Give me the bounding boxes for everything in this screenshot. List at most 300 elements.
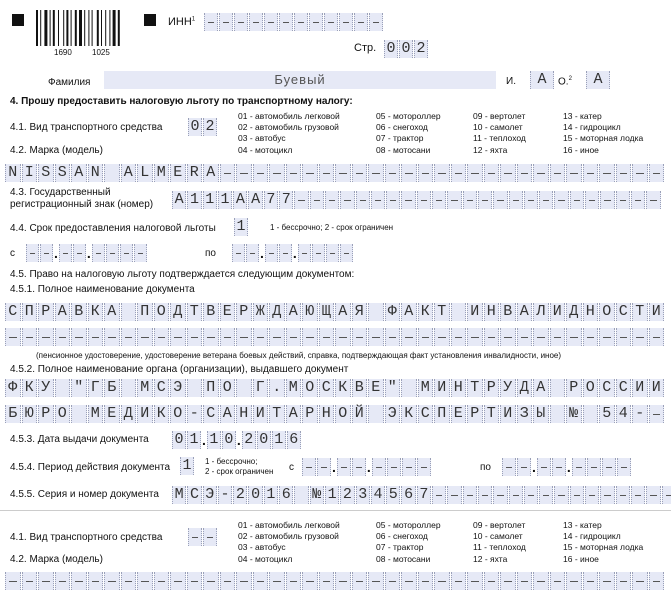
char-cell: Т (632, 303, 648, 321)
char-cell: 2 (203, 118, 217, 136)
char-cell: А (335, 303, 351, 321)
char-cell: Т (187, 303, 203, 321)
char-cell (649, 328, 665, 346)
vehicle-code-item: 16 - иное (563, 554, 643, 565)
vehicle-type-field[interactable] (188, 118, 217, 136)
char-cell (246, 244, 259, 262)
char-cell: Э (203, 486, 217, 504)
char-cell (570, 486, 584, 504)
brand-label: 4.2. Марка (модель) (10, 145, 103, 156)
char-cell: 2 (414, 40, 428, 58)
char-cell (104, 328, 120, 346)
char-cell (649, 164, 665, 182)
char-cell: К (418, 303, 434, 321)
series-field[interactable] (172, 486, 671, 504)
char-cell: П (137, 303, 153, 321)
char-cell (616, 328, 632, 346)
vehicle-code-item: 06 - снегоход (376, 122, 441, 133)
issue-date-label: 4.5.3. Дата выдачи документа (10, 434, 149, 445)
char-cell: 0 (257, 431, 271, 449)
char-cell (550, 405, 566, 423)
char-cell (269, 164, 285, 182)
char-cell (500, 328, 516, 346)
char-cell (220, 328, 236, 346)
char-cell: К (335, 379, 351, 397)
char-cell (500, 572, 516, 590)
char-cell: Ж (253, 303, 269, 321)
char-cell (372, 458, 386, 476)
to-label: по (205, 248, 216, 259)
vehicle-code-item: 04 - мотоцикл (238, 554, 340, 565)
char-cell: 6 (279, 486, 293, 504)
char-cell: A (203, 164, 219, 182)
char-cell: 0 (399, 40, 413, 58)
char-cell (566, 164, 582, 182)
char-cell: Э (170, 379, 186, 397)
char-cell: L (137, 164, 153, 182)
char-cell: О (220, 379, 236, 397)
date-separator: . (54, 244, 58, 262)
char-cell (467, 164, 483, 182)
char-cell: И (137, 405, 153, 423)
char-cell: A (172, 191, 186, 209)
char-cell (286, 572, 302, 590)
char-cell (554, 191, 568, 209)
char-cell: О (335, 405, 351, 423)
char-cell (385, 572, 401, 590)
char-cell (265, 244, 278, 262)
char-cell: С (599, 379, 615, 397)
char-cell: 0 (248, 486, 262, 504)
date-separator: . (332, 458, 336, 476)
char-cell (368, 405, 384, 423)
char-cell: В (352, 379, 368, 397)
char-cell (649, 405, 665, 423)
char-cell (73, 244, 86, 262)
char-cell: Р (38, 405, 54, 423)
vehicle-code-item: 05 - мотороллер (376, 520, 441, 531)
validity-hint-1: 1 - бессрочно; (205, 457, 257, 466)
char-cell (71, 572, 87, 590)
period-from-date[interactable] (26, 244, 147, 262)
char-cell: Е (220, 303, 236, 321)
char-cell: В (203, 303, 219, 321)
char-cell (585, 191, 599, 209)
char-cell (104, 164, 120, 182)
vehicle-code-item: 01 - автомобиль легковой (238, 111, 340, 122)
char-cell (570, 191, 584, 209)
vehicle-type-field-2[interactable] (188, 528, 217, 546)
char-cell (600, 486, 614, 504)
char-cell (317, 458, 331, 476)
char-cell (187, 572, 203, 590)
char-cell: Е (368, 379, 384, 397)
char-cell (401, 191, 415, 209)
char-cell: Н (319, 405, 335, 423)
char-cell: Е (104, 405, 120, 423)
char-cell: И (500, 405, 516, 423)
char-cell (401, 164, 417, 182)
char-cell (602, 458, 616, 476)
char-cell: Т (484, 405, 500, 423)
char-cell: S (55, 164, 71, 182)
char-cell (279, 244, 292, 262)
char-cell (368, 164, 384, 182)
char-cell: А (104, 303, 120, 321)
char-cell: N (5, 164, 21, 182)
char-cell (467, 328, 483, 346)
char-cell: 0 (384, 40, 398, 58)
char-cell (434, 572, 450, 590)
period-hint: 1 - бессрочно; 2 - срок ограничен (270, 223, 393, 232)
char-cell (484, 164, 500, 182)
char-cell (220, 572, 236, 590)
vehicle-code-item: 11 - теплоход (473, 542, 526, 553)
char-cell: С (319, 379, 335, 397)
char-cell: Б (5, 405, 21, 423)
char-cell: 1 (203, 191, 217, 209)
char-cell: Е (451, 405, 467, 423)
date-separator: . (237, 431, 241, 449)
char-cell (583, 164, 599, 182)
char-cell: А (401, 303, 417, 321)
regnum-field[interactable] (172, 191, 661, 209)
char-cell: М (286, 379, 302, 397)
char-cell (203, 572, 219, 590)
char-cell (22, 328, 38, 346)
char-cell: A (233, 191, 247, 209)
char-cell (319, 572, 335, 590)
char-cell (154, 572, 170, 590)
char-cell (632, 164, 648, 182)
char-cell: 1 (264, 486, 278, 504)
period-field[interactable] (234, 218, 248, 236)
char-cell (55, 328, 71, 346)
char-cell (340, 191, 354, 209)
char-cell (294, 486, 308, 504)
vehicle-code-item: 10 - самолет (473, 122, 526, 133)
regnum-label-line2: регистрационный знак (номер) (10, 199, 153, 210)
char-cell: 1 (325, 486, 339, 504)
char-cell (432, 191, 446, 209)
char-cell (533, 328, 549, 346)
char-cell (71, 405, 87, 423)
brand-field-2[interactable] (5, 572, 665, 590)
char-cell (517, 164, 533, 182)
char-cell: О (154, 303, 170, 321)
char-cell (38, 572, 54, 590)
from-label: с (10, 248, 15, 259)
char-cell: Н (236, 405, 252, 423)
char-cell (137, 328, 153, 346)
period-label: 4.4. Срок предоставления налоговой льготы (10, 223, 216, 234)
char-cell: К (401, 405, 417, 423)
char-cell: S (38, 164, 54, 182)
char-cell (310, 191, 324, 209)
validity-to-label: по (480, 462, 491, 473)
char-cell (203, 528, 217, 546)
char-cell (434, 164, 450, 182)
validity-to-date[interactable] (502, 458, 631, 476)
char-cell (500, 164, 516, 182)
char-cell: К (154, 405, 170, 423)
char-cell (387, 458, 401, 476)
char-cell (369, 13, 383, 31)
char-cell: A (121, 164, 137, 182)
char-cell: Э (385, 405, 401, 423)
vehicle-code-item: 05 - мотороллер (376, 111, 441, 122)
char-cell: Д (170, 303, 186, 321)
char-cell: 5 (599, 405, 615, 423)
char-cell (599, 328, 615, 346)
char-cell (121, 572, 137, 590)
char-cell: E (170, 164, 186, 182)
vehicle-code-item: 11 - теплоход (473, 133, 526, 144)
char-cell: С (616, 303, 632, 321)
char-cell (368, 572, 384, 590)
char-cell: - (632, 405, 648, 423)
char-cell: 7 (279, 191, 293, 209)
char-cell: М (418, 379, 434, 397)
char-cell: 6 (287, 431, 301, 449)
char-cell: А (530, 71, 554, 89)
series-label: 4.5.5. Серия и номер документа (10, 489, 159, 500)
char-cell: R (187, 164, 203, 182)
char-cell: Н (484, 303, 500, 321)
period-to-date[interactable] (232, 244, 353, 262)
char-cell (55, 379, 71, 397)
char-cell (368, 303, 384, 321)
char-cell (385, 328, 401, 346)
char-cell: У (38, 379, 54, 397)
surname-label: Фамилия (48, 77, 90, 88)
char-cell (599, 572, 615, 590)
char-cell: И (649, 379, 665, 397)
char-cell: Д (517, 379, 533, 397)
char-cell: A (71, 164, 87, 182)
char-cell: Д (269, 303, 285, 321)
initial-label: И. (506, 76, 516, 87)
char-cell: Р (566, 379, 582, 397)
char-cell (170, 328, 186, 346)
char-cell (662, 486, 671, 504)
char-cell (286, 164, 302, 182)
doc-name-label: 4.5.1. Полное наименование документа (10, 284, 195, 295)
issuer-label: 4.5.2. Полное наименование органа (организации), выдавшего документ (10, 364, 348, 375)
char-cell (232, 244, 245, 262)
vehicle-code-item: 12 - яхта (473, 145, 526, 156)
char-cell: Л (533, 303, 549, 321)
vehicle-code-item: 03 - автобус (238, 133, 340, 144)
char-cell: М (88, 405, 104, 423)
char-cell (340, 244, 353, 262)
vehicle-code-item: 15 - моторная лодка (563, 542, 643, 553)
date-separator: . (202, 431, 206, 449)
char-cell (249, 13, 263, 31)
validity-field[interactable] (180, 457, 194, 475)
char-cell: Р (467, 405, 483, 423)
char-cell (467, 572, 483, 590)
char-cell (502, 458, 516, 476)
vehicle-codes-column (473, 520, 526, 565)
corner-marker-right (144, 14, 156, 26)
char-cell: Т (467, 379, 483, 397)
char-cell (631, 486, 645, 504)
char-cell (617, 458, 631, 476)
char-cell: К (22, 379, 38, 397)
char-cell (335, 572, 351, 590)
char-cell (170, 572, 186, 590)
char-cell: З (517, 405, 533, 423)
char-cell (517, 572, 533, 590)
vehicle-code-item: 14 - гидроцикл (563, 531, 643, 542)
char-cell (385, 164, 401, 182)
inn-field[interactable] (204, 13, 383, 31)
char-cell: Н (583, 303, 599, 321)
char-cell (309, 13, 323, 31)
char-cell (219, 13, 233, 31)
char-cell: 5 (386, 486, 400, 504)
char-cell (104, 572, 120, 590)
vehicle-codes-column (563, 111, 643, 156)
char-cell (335, 328, 351, 346)
initial-field[interactable] (530, 71, 554, 89)
char-cell: I (22, 164, 38, 182)
char-cell: Й (352, 405, 368, 423)
vehicle-codes-column (238, 111, 340, 156)
char-cell (566, 572, 582, 590)
char-cell (264, 13, 278, 31)
date-separator: . (260, 244, 264, 262)
char-cell (631, 191, 645, 209)
char-cell (478, 486, 492, 504)
char-cell (339, 13, 353, 31)
char-cell (269, 328, 285, 346)
char-cell (401, 379, 417, 397)
char-cell: Т (269, 405, 285, 423)
char-cell (137, 572, 153, 590)
vehicle-code-item: 07 - трактор (376, 133, 441, 144)
vehicle-codes-column (238, 520, 340, 565)
char-cell (121, 303, 137, 321)
char-cell (368, 328, 384, 346)
char-cell: У (500, 379, 516, 397)
vehicle-codes-column (376, 520, 441, 565)
char-cell: П (203, 379, 219, 397)
char-cell: Ы (533, 405, 549, 423)
char-cell (509, 486, 523, 504)
char-cell: А (55, 303, 71, 321)
char-cell: 7 (417, 486, 431, 504)
char-cell: - (218, 486, 232, 504)
char-cell: С (187, 486, 201, 504)
surname-field[interactable]: Буевый (104, 71, 496, 89)
char-cell: М (137, 379, 153, 397)
char-cell (493, 191, 507, 209)
char-cell (484, 328, 500, 346)
char-cell: С (5, 303, 21, 321)
char-cell: 1 (187, 431, 201, 449)
char-cell: 7 (264, 191, 278, 209)
char-cell (5, 328, 21, 346)
vehicle-code-item: 15 - моторная лодка (563, 133, 643, 144)
vehicle-code-item: 08 - мотосани (376, 145, 441, 156)
issue-date-field[interactable] (172, 431, 301, 449)
char-cell (55, 572, 71, 590)
char-cell (302, 328, 318, 346)
char-cell: С (203, 405, 219, 423)
section-divider (0, 510, 671, 511)
char-cell (451, 303, 467, 321)
vehicle-code-item: 09 - вертолет (473, 111, 526, 122)
char-cell (294, 13, 308, 31)
char-cell (352, 164, 368, 182)
char-cell (524, 191, 538, 209)
char-cell (463, 191, 477, 209)
validity-from-date[interactable] (302, 458, 431, 476)
date-separator: . (567, 458, 571, 476)
char-cell (22, 572, 38, 590)
char-cell: Б (104, 379, 120, 397)
char-cell (524, 486, 538, 504)
vehicle-code-item: 13 - катер (563, 520, 643, 531)
doc-name-field-line1[interactable] (5, 303, 665, 321)
issuer-field-line2[interactable] (5, 405, 665, 423)
doc-confirm-label: 4.5. Право на налоговую льготу подтверждается следующим документом: (10, 269, 354, 280)
char-cell: А (220, 405, 236, 423)
char-cell (302, 458, 316, 476)
char-cell: П (434, 405, 450, 423)
char-cell (319, 164, 335, 182)
char-cell (451, 572, 467, 590)
doc-name-field-line2[interactable] (5, 328, 665, 346)
char-cell (253, 164, 269, 182)
char-cell: О (170, 405, 186, 423)
char-cell (432, 486, 446, 504)
char-cell: 1 (180, 457, 194, 475)
char-cell: В (71, 303, 87, 321)
char-cell: № (566, 405, 582, 423)
char-cell (236, 164, 252, 182)
char-cell (337, 458, 351, 476)
char-cell (585, 486, 599, 504)
inn-label: ИНН$^1$ (168, 16, 195, 28)
brand-field[interactable] (5, 164, 665, 182)
char-cell (92, 244, 105, 262)
vehicle-code-item: 09 - вертолет (473, 520, 526, 531)
patronymic-field[interactable] (586, 71, 610, 89)
char-cell: П (22, 303, 38, 321)
char-cell: . (269, 379, 285, 397)
page-number-field[interactable] (384, 40, 428, 58)
char-cell: А (286, 405, 302, 423)
char-cell: 1 (234, 218, 248, 236)
char-cell: О (55, 405, 71, 423)
vehicle-code-item: 07 - трактор (376, 542, 441, 553)
char-cell: О (599, 303, 615, 321)
char-cell (451, 328, 467, 346)
issuer-field-line1[interactable] (5, 379, 665, 397)
char-cell: В (500, 303, 516, 321)
char-cell: И (632, 379, 648, 397)
vehicle-code-item: 10 - самолет (473, 531, 526, 542)
validity-from-label: с (289, 462, 294, 473)
char-cell (236, 572, 252, 590)
brand-label-2: 4.2. Марка (модель) (10, 554, 103, 565)
char-cell (649, 572, 665, 590)
char-cell: С (616, 379, 632, 397)
char-cell (371, 191, 385, 209)
